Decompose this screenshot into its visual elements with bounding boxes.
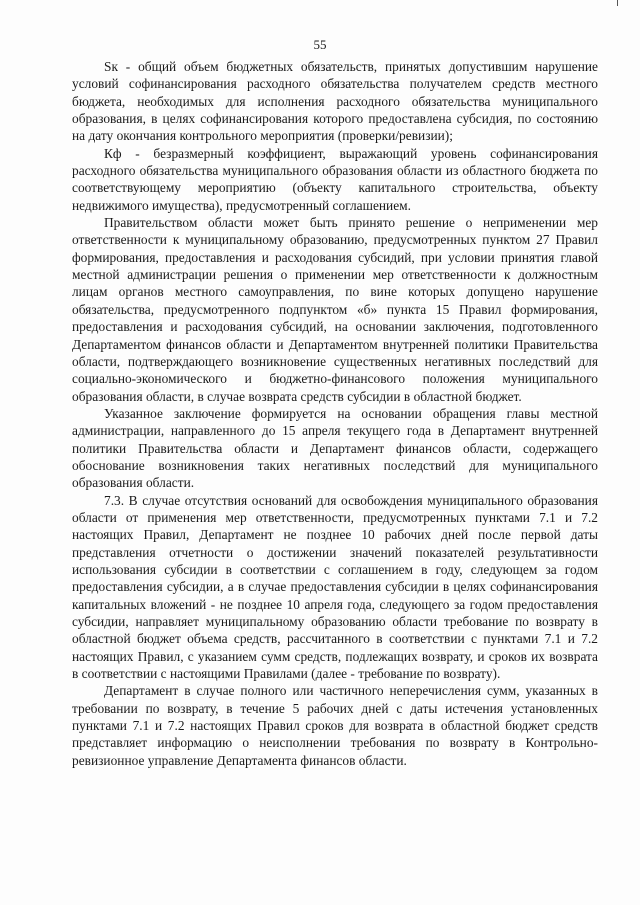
paragraph-clause-7-3: 7.3. В случае отсутствия оснований для освобождения муниципального образования области от применения мер ответственности, предусмотренных пунктами 7.1 и 7.2 настоящих Правил, Департамент не позднее 10 рабочих дней после первой даты представления отчетности о достижении значений показателей результативности использования субсидии в соответствии с соглашением в году, следующем за годом предоставления субсидии, а в случае предоставления субсидии в целях софинансирования капитальных вложений - не позднее 10 апреля года, следующего за годом предоставления субсидии, направляет муниципальному образованию области требование по возврату в областной бюджет объема средств, рассчитанного в соответствии с пунктами 7.1 и 7.2 настоящих Правил, с указанием сумм средств, подлежащих возврату, и сроков их возврата в соответствии с настоящими Правилами (далее - требование по возврату). (72, 492, 598, 682)
scan-corner-mark (617, 0, 618, 6)
paragraph-sk-definition: Sк - общий объем бюджетных обязательств, принятых допустившим нарушение условий софинансирования расходного обязательства получателем средств местного бюджета, необходимых для исполнения расходного обязательства муниципального образования, в целях софинансирования которого предоставлена субсидия, по состоянию на дату окончания контрольного мероприятия (проверки/ревизии); (72, 59, 598, 144)
paragraph-department-report: Департамент в случае полного или частичного неперечисления сумм, указанных в требовании по возврату, в течение 5 рабочих дней с даты истечения установленных пунктами 7.1 и 7.2 настоящих Правил сроков для возврата в областной бюджет средств представляет информацию о неисполнении требования по возврату в Контрольно-ревизионное управление Департамента финансов области. (72, 683, 598, 768)
paragraph-conclusion-formation: Указанное заключение формируется на основании обращения главы местной администрации, направленного до 15 апреля текущего года в Департамент внутренней политики Правительства области и Департамент финансов области, содержащего обоснование возникновения таких негативных последствий для муниципального образования области. (72, 405, 598, 491)
page-number: 55 (313, 37, 327, 52)
paragraph-kf-definition: Кф - безразмерный коэффициент, выражающий уровень софинансирования расходного обязательства муниципального образования области из областного бюджета по соответствующему мероприятию (объекту капитального строительства, объекту недвижимого имущества), предусмотренный соглашением. (72, 145, 598, 213)
paragraph-government-decision: Правительством области может быть принято решение о неприменении мер ответственности к муниципальному образованию, предусмотренных пунктом 27 Правил формирования, предоставления и расходования субсидий, при условии принятия главой местной администрации решения о применении мер ответственности к должностным лицам органов местного самоуправления, по вине которых допущено нарушение обязательства, предусмотренного подпунктом «б» пункта 15 Правил формирования, предоставления и расходования субсидий, на основании заключения, подготовленного Департаментом финансов области и Департаментом внутренней политики Правительства области, подтверждающего возникновение существенных негативных последствий для социально-экономического и бюджетно-финансового положения муниципального образования области, в случае возврата средств субсидии в областной бюджет. (72, 215, 598, 404)
document-body (72, 58, 598, 769)
